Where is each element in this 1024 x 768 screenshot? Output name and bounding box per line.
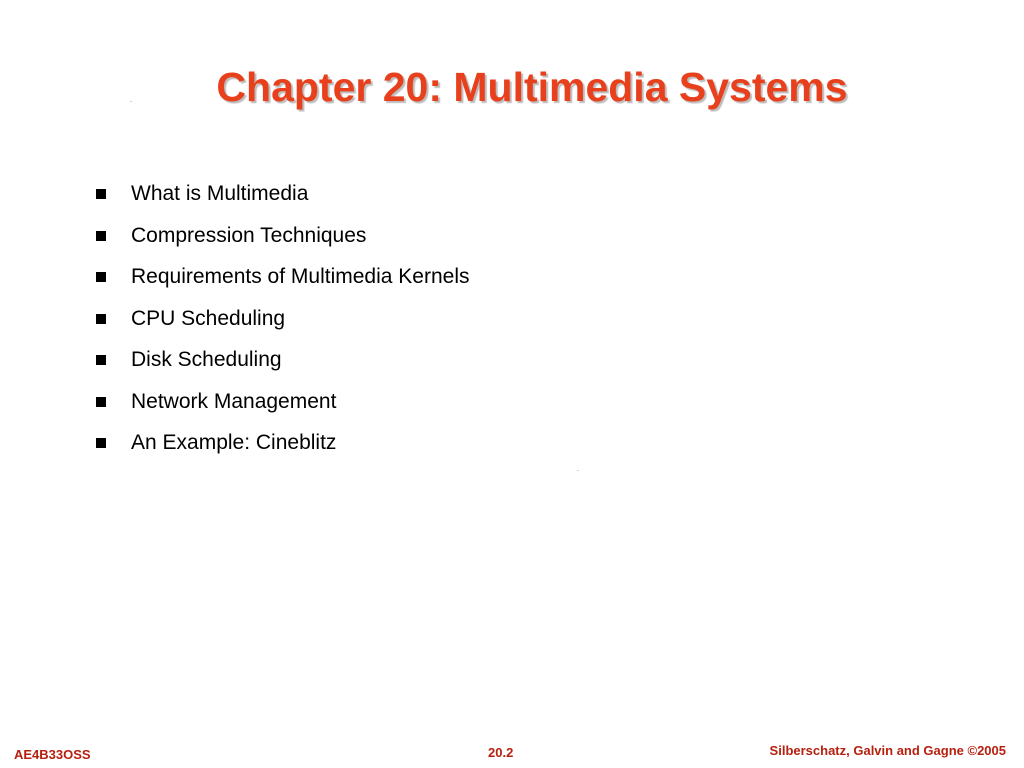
square-bullet-icon [96, 189, 106, 199]
stray-dot [577, 470, 579, 471]
bullet-text: Disk Scheduling [131, 348, 282, 371]
bullet-text: CPU Scheduling [131, 306, 286, 330]
footer-course-code: AE4B33OSS [14, 747, 91, 762]
square-bullet-icon [96, 438, 106, 448]
square-bullet-icon [96, 272, 106, 282]
bullet-text: What is Multimedia [131, 182, 309, 205]
bullet-text: An Example: Cineblitz [131, 431, 337, 454]
footer-copyright: Silberschatz, Galvin and Gagne ©2005 [769, 743, 1006, 758]
square-bullet-icon [96, 355, 106, 365]
square-bullet-icon [96, 397, 106, 407]
bullet-text: Network Management [131, 389, 337, 413]
square-bullet-icon [96, 314, 106, 324]
square-bullet-icon [96, 231, 106, 241]
bullet-text: Requirements of Multimedia Kernels [131, 265, 470, 288]
slide-title: Chapter 20: Multimedia Systems [216, 64, 848, 111]
footer-page-number: 20.2 [488, 745, 514, 760]
stray-dot [130, 101, 132, 102]
bullet-text: Compression Techniques [131, 223, 367, 247]
